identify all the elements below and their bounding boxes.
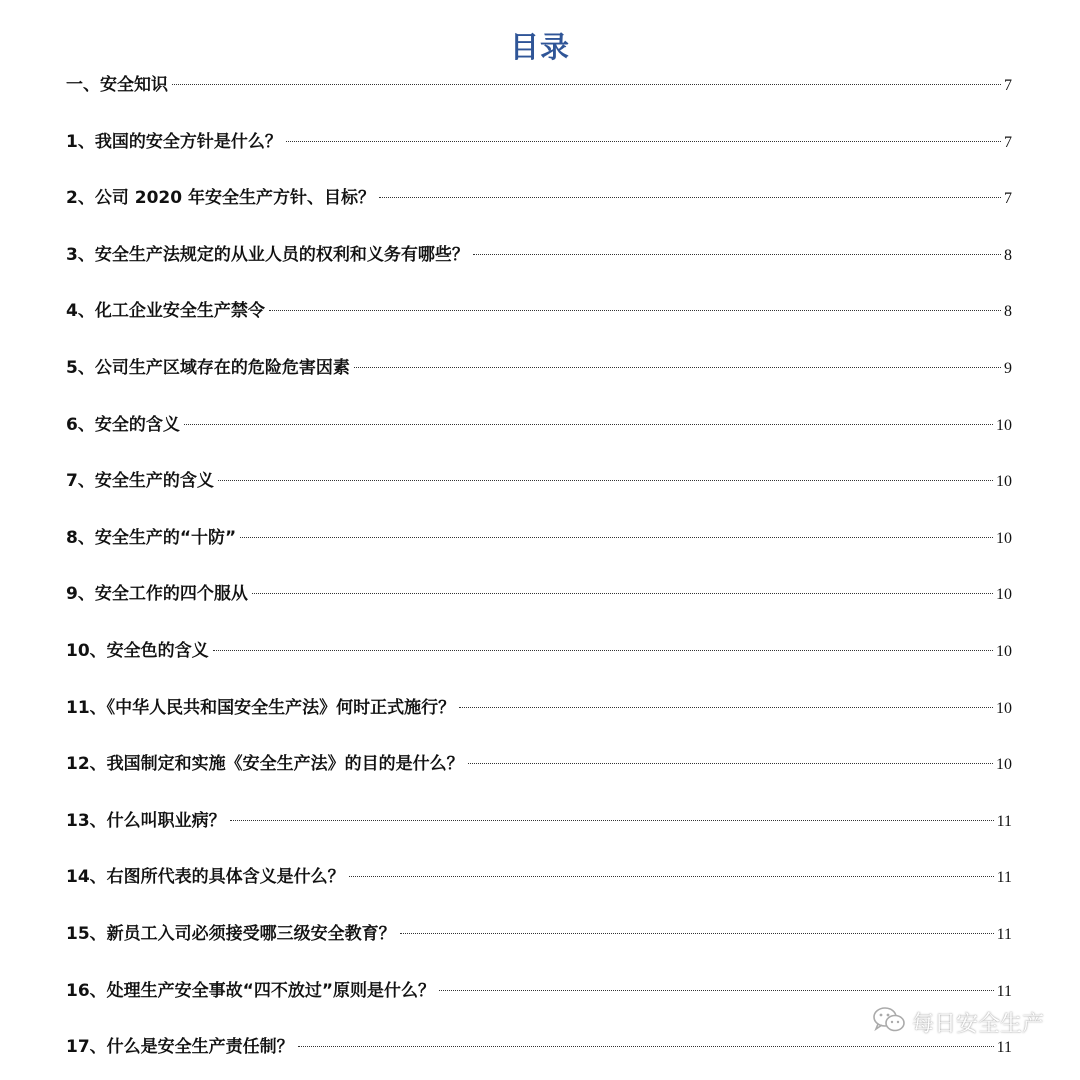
toc-entry[interactable] [66, 61, 1012, 118]
toc-entry[interactable] [66, 118, 1012, 175]
toc-entry-label: 一、安全知识 [66, 75, 168, 95]
toc-entry-label: 2、公司 2020 年安全生产方针、目标？ [66, 188, 375, 209]
toc-dot-leader [468, 763, 993, 764]
toc-entry-label: 9、安全工作的四个服从 [66, 584, 248, 605]
toc-entry[interactable] [66, 401, 1012, 458]
toc-dot-leader [240, 537, 993, 538]
toc-entry-page-number: 9 [1004, 359, 1012, 377]
toc-entry[interactable] [66, 967, 1012, 1024]
toc-entry-page-number: 7 [1004, 133, 1012, 151]
toc-dot-leader [230, 820, 994, 821]
toc-entry[interactable] [66, 514, 1012, 571]
toc-dot-leader [439, 990, 994, 991]
toc-entry[interactable] [66, 853, 1012, 910]
toc-entry-label: 16、处理生产安全事故“四不放过”原则是什么？ [66, 980, 436, 1001]
watermark [872, 1006, 1044, 1038]
toc-entry-page-number: 11 [996, 1039, 1012, 1057]
toc-entry-label: 15、新员工入司必须接受哪三级安全教育？ [66, 923, 396, 944]
toc-entry-page-number: 8 [1004, 246, 1012, 264]
toc-entry-label: 1、我国的安全方针是什么？ [66, 131, 282, 152]
toc-entry[interactable] [66, 287, 1012, 344]
toc-entry-page-number: 11 [996, 869, 1012, 887]
toc-entry-label: 5、公司生产区域存在的危险危害因素 [66, 357, 350, 378]
table-of-contents [66, 61, 1012, 1080]
toc-entry-page-number: 10 [996, 756, 1012, 774]
toc-entry-page-number: 10 [996, 642, 1012, 660]
toc-entry-page-number: 10 [996, 699, 1012, 717]
toc-entry[interactable] [66, 174, 1012, 231]
toc-dot-leader [473, 254, 1001, 255]
toc-dot-leader [349, 876, 994, 877]
toc-dot-leader [354, 367, 1001, 368]
toc-entry[interactable] [66, 910, 1012, 967]
toc-entry-label: 7、安全生产的含义 [66, 471, 214, 492]
wechat-icon [872, 1006, 906, 1038]
toc-entry-page-number: 10 [996, 473, 1012, 491]
toc-dot-leader [172, 84, 1001, 85]
toc-dot-leader [400, 933, 994, 934]
toc-entry-page-number: 7 [1004, 190, 1012, 208]
toc-entry-page-number: 11 [996, 982, 1012, 1000]
toc-entry[interactable] [66, 627, 1012, 684]
toc-dot-leader [269, 310, 1001, 311]
toc-entry-page-number: 10 [996, 529, 1012, 547]
watermark-text: 每日安全生产 [911, 1011, 1044, 1037]
toc-entry-label: 12、我国制定和实施《安全生产法》的目的是什么？ [66, 754, 464, 775]
toc-entry[interactable] [66, 231, 1012, 288]
toc-dot-leader [379, 197, 1001, 198]
toc-entry-page-number: 8 [1004, 303, 1012, 321]
toc-dot-leader [218, 480, 993, 481]
toc-dot-leader [459, 707, 993, 708]
toc-entry[interactable] [66, 684, 1012, 741]
toc-entry-label: 17、什么是安全生产责任制？ [66, 1037, 294, 1058]
toc-entry-label: 8、安全生产的“十防” [66, 527, 237, 548]
toc-dot-leader [286, 141, 1001, 142]
toc-entry[interactable] [66, 344, 1012, 401]
toc-entry-page-number: 10 [996, 416, 1012, 434]
toc-entry-label: 3、安全生产法规定的从业人员的权利和义务有哪些？ [66, 244, 469, 265]
toc-dot-leader [213, 650, 993, 651]
toc-entry-label: 11、《中华人民共和国安全生产法》何时正式施行？ [66, 697, 456, 718]
toc-entry-label: 10、安全色的含义 [66, 640, 209, 661]
toc-dot-leader [298, 1046, 994, 1047]
toc-entry[interactable] [66, 457, 1012, 514]
toc-entry-page-number: 10 [996, 586, 1012, 604]
toc-entry-label: 14、右图所代表的具体含义是什么？ [66, 867, 345, 888]
toc-entry-label: 13、什么叫职业病？ [66, 810, 226, 831]
toc-dot-leader [184, 424, 993, 425]
toc-entry-page-number: 11 [996, 812, 1012, 830]
toc-entry-label: 6、安全的含义 [66, 414, 180, 435]
toc-entry[interactable] [66, 740, 1012, 797]
toc-entry-page-number: 7 [1004, 77, 1012, 94]
toc-entry[interactable] [66, 1023, 1012, 1080]
page-title: 目录 [509, 30, 570, 65]
toc-entry[interactable] [66, 570, 1012, 627]
toc-dot-leader [252, 593, 993, 594]
toc-entry[interactable] [66, 797, 1012, 854]
toc-entry-label: 4、化工企业安全生产禁令 [66, 301, 265, 322]
toc-entry-page-number: 11 [996, 925, 1012, 943]
